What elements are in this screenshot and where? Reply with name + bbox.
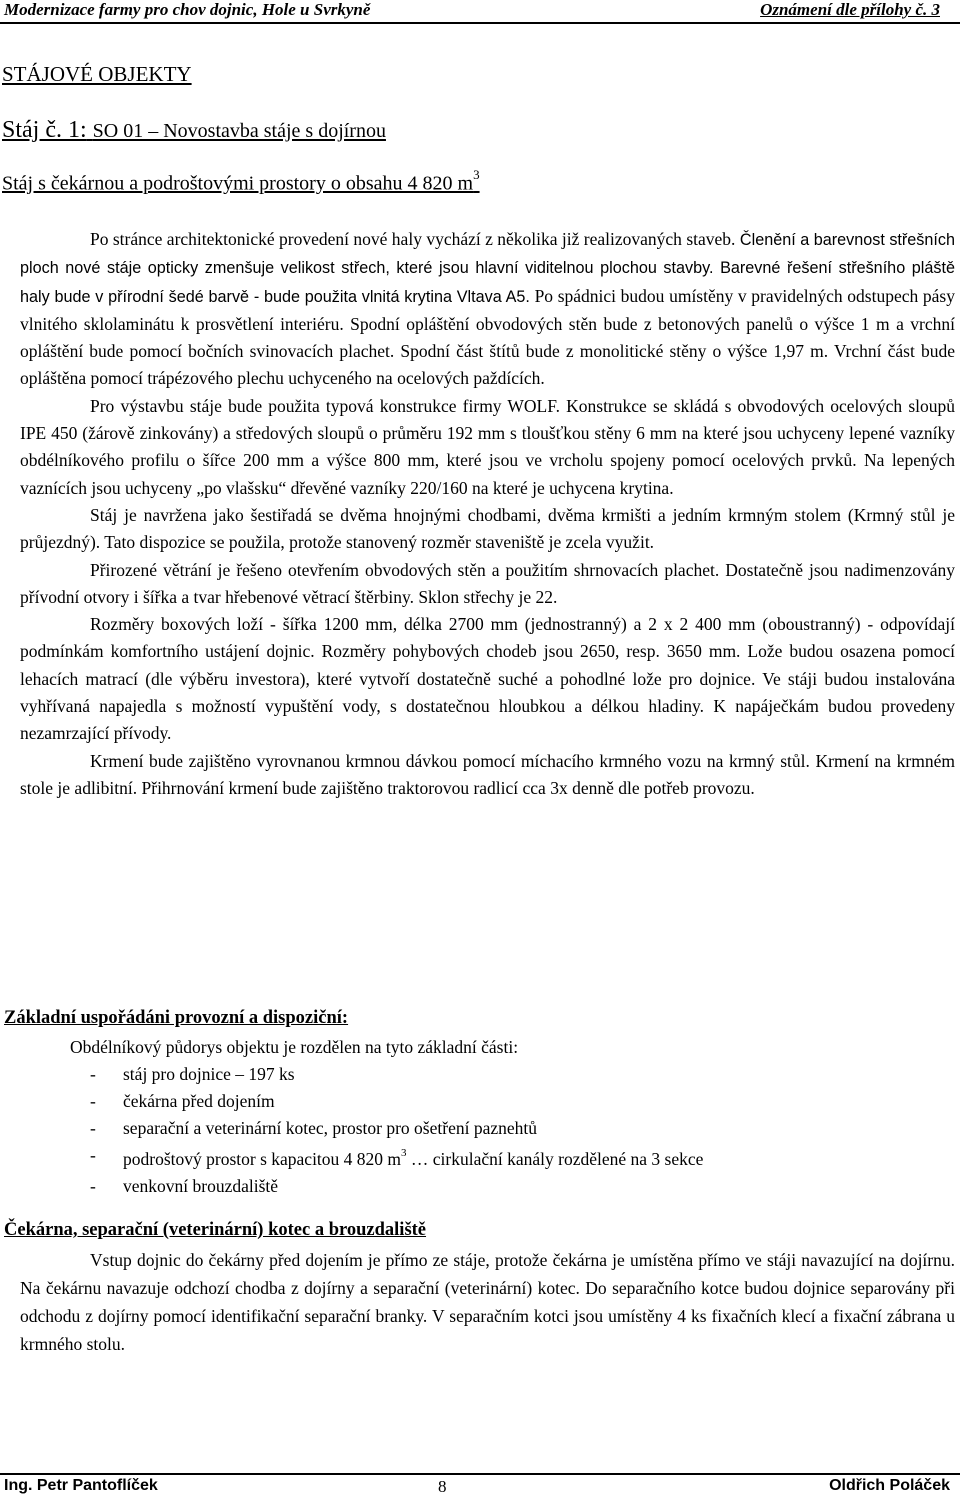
building-number: Stáj č. 1: <box>2 117 87 143</box>
basic-layout-intro: Obdélníkový půdorys objektu je rozdělen na tyto základní části: <box>70 1037 519 1057</box>
page-footer <box>0 1473 960 1496</box>
p1-gable: Spodní část štítů bude z monolitické stěny o výšce 1,97 m. <box>394 341 829 362</box>
heading-waiting-area: Čekárna, separační (veterinární) kotec a brouzdaliště <box>4 1220 427 1240</box>
p1-wall-cladding: Spodní opláštění obvodových stěn bude z betonových panelů o výšce 1 m a vrchní opláštění bude pomocí bočních svinovacích plachet. <box>20 313 955 362</box>
footer-author: Ing. Petr Pantoflíček <box>4 1477 158 1494</box>
p1-roof-material: Barevné řešení střešního pláště haly bude v přírodní šedé barvě - bude použita vlnitá krytina Vltava A5. <box>20 259 955 306</box>
paragraph-feeding: Krmení bude zajištěno vyrovnanou krmnou dávkou pomocí míchacího krmného vozu na krmný stůl. Krmení na krmném stole je adlibitní. Přihrnování krmení bude zajištěno traktorovou radlicí cca 3x denně dle potřeb provozu. <box>20 750 955 798</box>
waiting-area-body <box>20 1246 955 1358</box>
list-dash: - <box>90 1175 96 1196</box>
list-dash: - <box>90 1091 96 1111</box>
list-item <box>20 1088 955 1115</box>
list-item-text: stáj pro dojnice – 197 ks <box>123 1064 295 1084</box>
paragraph-layout: Stáj je navržena jako šestiřadá se dvěma hnojnými chodbami, dvěma krmišti a jedním krmným stolem (Krmný stůl je průjezdný). Tato dispozice se použila, protože stanovený rozměr staveniště je zcela využit. <box>20 504 955 553</box>
building-volume-sup: 3 <box>473 167 480 182</box>
building-volume <box>2 167 480 196</box>
p1-architecture: Po stránce architektonické provedení nové haly vychází z několika již realizovaných staveb. <box>90 229 736 249</box>
building-so-label: SO 01 – Novostavba stáje s dojírnou <box>92 120 386 142</box>
list-item <box>20 1061 955 1088</box>
paragraph-stalls: Rozměry boxových loží - šířka 1200 mm, délka 2700 mm (jednostranný) a 2 x 2 400 mm (oboustranný) - odpovídají podmínkám komfortního ustájení dojnic. Rozměry pohybových chodeb jsou 2650, resp. 3650 mm. Lože budou osazena pomocí lehacích matrací (dle výběru investora), které vytvoří dostatečně suché a pohodlné lože pro dojnice. Ve stáji budou instalována vyhřívaná napajedla s možností vypuštění vody, s dostatečnou hloubkou a délkou hladiny. K napáječkám budou provedeny nezamrzající přívody. <box>20 614 955 744</box>
list-item-text-cont: … cirkulační kanály rozdělené na 3 sekce <box>406 1148 704 1169</box>
list-item-sup: 3 <box>401 1147 407 1159</box>
building-volume-text: Stáj s čekárnou a podroštovými prostory o obsahu 4 820 m <box>2 172 474 195</box>
heading-basic-layout: Základní uspořádáni provozní a dispoziční: <box>4 1008 349 1028</box>
list-item <box>20 1115 955 1142</box>
list-dash: - <box>90 1145 96 1165</box>
list-dash: - <box>90 1118 96 1138</box>
list-item <box>20 1142 955 1173</box>
list-dash: - <box>90 1064 96 1084</box>
p1-upper-cladding: Vrchní část bude opláštěna pomocí trápézového plechu uchyceného na ocelových paždících. <box>20 341 956 389</box>
p1-skylights: Po spádnici budou umístěny v pravidelných odstupech pásy vlnitého sklolaminátu k prosvětlení interiéru. <box>20 285 955 334</box>
paragraph-waiting-area: Vstup dojnic do čekárny před dojením je přímo ze stáje, protože čekárna je umístěna přímo ve stáji navazující na dojírnu. Na čekárnu navazuje odchozí chodba z dojírny a separační (veterinární) kotec. Do separačního kotce budou dojnice separovány při odchodu z dojírny pomocí identifikační separační branky. V separačním kotci jsou umístěny 4 ks fixačních klecí a fixační zábrana u krmného stolu. <box>20 1250 955 1354</box>
p1-roof-colour: Členění a barevnost střešních ploch nové stáje opticky zmenšuje velikost střech, které jsou hlavní viditelnou plochou stavby. <box>20 231 955 278</box>
list-item-text: podroštový prostor s kapacitou 4 820 m <box>123 1148 402 1169</box>
paragraph-architecture <box>20 226 955 393</box>
building-title <box>2 117 386 144</box>
page-header <box>0 0 960 24</box>
list-item-text: venkovní brouzdaliště <box>123 1175 279 1196</box>
list-item-text: čekárna před dojením <box>123 1091 275 1111</box>
header-annex-reference: Oznámení dle přílohy č. 3 <box>760 0 940 19</box>
paragraph-construction: Pro výstavbu stáje bude použita typová konstrukce firmy WOLF. Konstrukce se skládá s obvodových ocelových sloupů IPE 450 (žárově zinkovány) a středových sloupů o průměru 192 mm s tloušťkou stěny 6 mm na které jsou uchyceny lepené vazníky obdélníkového profilu o šířce 200 mm a výšce 800 mm, které jsou ve vrcholu spojeny pomocí ocelových prvků. Na lepených vaznících jsou uchyceny „po vlašsku“ dřevěné vazníky 220/160 na které je uchycena krytina. <box>20 395 955 498</box>
basic-layout-list <box>20 1034 955 1200</box>
list-item <box>20 1173 955 1200</box>
section-title: STÁJOVÉ OBJEKTY <box>2 62 192 86</box>
list-item-text: separační a veterinární kotec, prostor pro ošetření paznehtů <box>123 1118 537 1138</box>
footer-page-number: 8 <box>438 1477 447 1496</box>
header-project-title: Modernizace farmy pro chov dojnic, Hole u Svrkyně <box>4 0 371 19</box>
footer-coauthor: Oldřich Poláček <box>829 1477 950 1494</box>
description-body <box>20 226 955 802</box>
paragraph-ventilation: Přirozené větrání je řešeno otevřením obvodových stěn a použitím shrnovacích plachet. Dostatečně jsou nadimenzovány přívodní otvory i šířka a tvar hřebenové větrací štěrbiny. Sklon střechy je 22. <box>20 559 955 607</box>
